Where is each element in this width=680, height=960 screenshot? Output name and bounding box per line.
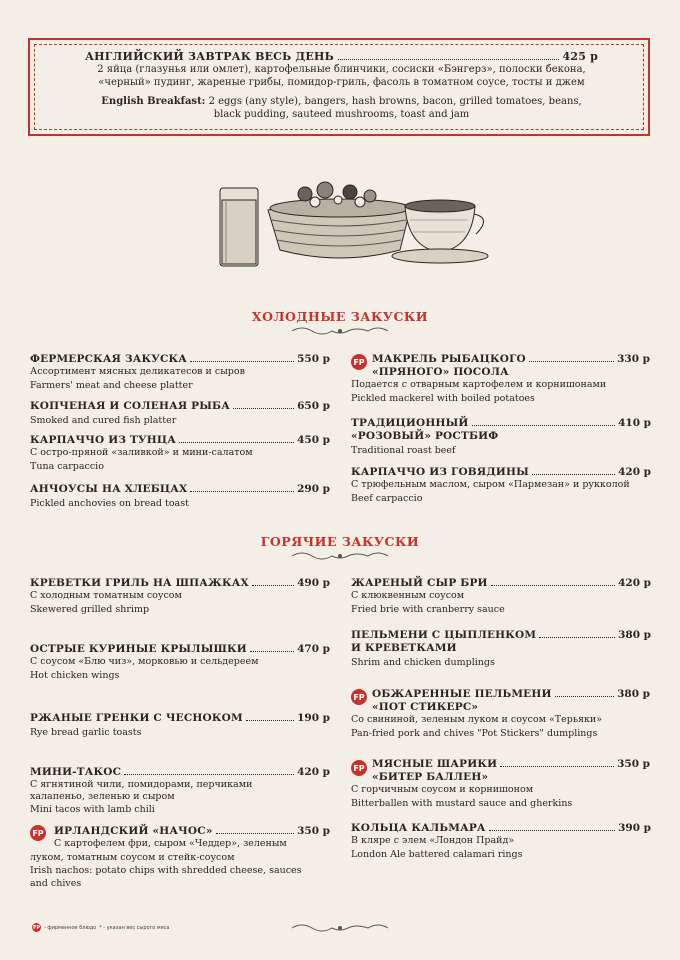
item-desc-ru: С холодным томатным соусом xyxy=(30,590,182,601)
signature-dish-icon: FP xyxy=(30,825,46,841)
menu-item xyxy=(351,417,651,457)
breakfast-en-label: English Breakfast: xyxy=(101,96,206,107)
dot-leader xyxy=(529,353,614,362)
item-desc-en: Hot chicken wings xyxy=(30,670,120,681)
menu-item xyxy=(351,577,651,616)
item-desc-en: London Ale battered calamari rings xyxy=(351,849,523,860)
menu-item xyxy=(30,766,330,816)
breakfast-en-line2: black pudding, sauteed mushrooms, toast and jam xyxy=(213,109,470,120)
item-name: МИНИ-ТАКОС xyxy=(30,766,122,778)
signature-dish-icon: FP xyxy=(351,689,367,705)
menu-item-desc xyxy=(351,714,651,740)
item-desc-ru: В кляре с элем «Лондон Прайд» xyxy=(351,835,515,846)
breakfast-price: 425 р xyxy=(562,50,598,63)
item-price: 420 р xyxy=(297,766,330,778)
item-name-line2: И КРЕВЕТКАМИ xyxy=(351,642,457,654)
menu-item xyxy=(30,353,330,392)
item-price: 380 р xyxy=(617,688,650,700)
item-desc-ru: С клюквенным соусом xyxy=(351,590,465,601)
ornament-divider xyxy=(290,922,390,934)
breakfast-ru-line1: 2 яйца (глазунья или омлет), картофельные блинчики, сосиски «Бэнгерз», полоски бекона, xyxy=(97,64,586,75)
item-desc-en: Skewered grilled shrimp xyxy=(30,604,150,615)
dot-leader xyxy=(190,353,294,362)
item-name: ФЕРМЕРСКАЯ ЗАКУСКА xyxy=(30,353,188,365)
menu-item xyxy=(30,643,330,682)
item-price: 290 р xyxy=(297,483,330,495)
item-desc-en: Smoked and cured fish platter xyxy=(30,415,177,426)
item-name: ЖАРЕНЫЙ СЫР БРИ xyxy=(351,577,488,589)
dot-leader xyxy=(179,434,294,443)
item-price: 390 р xyxy=(618,822,651,834)
dot-leader xyxy=(250,643,294,652)
dot-leader xyxy=(491,577,615,586)
item-desc-en: Pickled anchovies on bread toast xyxy=(30,498,189,509)
item-desc-en: Tuna carpaccio xyxy=(30,461,104,472)
cold-section-title: ХОЛОДНЫЕ ЗАКУСКИ xyxy=(251,309,429,324)
item-price: 550 р xyxy=(297,353,330,365)
legend-signature: - фирменное блюдо xyxy=(44,924,97,931)
item-desc-en: Mini tacos with lamb chili xyxy=(30,804,155,815)
item-price: 190 р xyxy=(297,712,330,724)
menu-item xyxy=(30,483,330,510)
item-desc-ru: С соусом «Блю чиз», морковью и сельдереем xyxy=(30,656,259,667)
item-desc-ru: С ягнятиной чили, помидорами, перчиками xyxy=(30,779,253,790)
item-desc-en: Bitterballen with mustard sauce and gherkins xyxy=(351,798,573,809)
item-desc-ru: С трюфельным маслом, сыром «Пармезан» и рукколой xyxy=(351,479,630,490)
item-desc-ru: С картофелем фри, сыром «Чеддер», зеленым xyxy=(54,838,287,849)
dot-leader xyxy=(124,766,294,775)
dot-leader xyxy=(252,577,294,586)
breakfast-title-row xyxy=(85,50,598,63)
breakfast-title: АНГЛИЙСКИЙ ЗАВТРАК ВЕСЬ ДЕНЬ xyxy=(85,50,334,63)
legend xyxy=(32,923,170,932)
item-price: 450 р xyxy=(297,434,330,446)
dot-leader xyxy=(246,712,294,721)
item-name: КОПЧЕНАЯ И СОЛЕНАЯ РЫБА xyxy=(30,400,230,412)
item-desc-en: Irish nachos: potato chips with shredded cheese, sauces xyxy=(30,865,302,876)
menu-item xyxy=(372,353,650,379)
breakfast-ru-line2: «черный» пудинг, жареные грибы, помидор-гриль, фасоль в томатном соусе, тосты и джем xyxy=(98,77,585,88)
item-name: ИРЛАНДСКИЙ «НАЧОС» xyxy=(54,825,213,837)
item-desc-en: Pickled mackerel with boiled potatoes xyxy=(351,393,535,404)
dot-leader xyxy=(472,417,616,426)
item-desc-en: Fried brie with cranberry sauce xyxy=(351,604,505,615)
item-name: ПЕЛЬМЕНИ С ЦЫПЛЕНКОМ xyxy=(351,629,537,641)
item-name: КРЕВЕТКИ ГРИЛЬ НА ШПАЖКАХ xyxy=(30,577,249,589)
item-price: 470 р xyxy=(297,643,330,655)
signature-dish-icon: FP xyxy=(351,760,367,776)
item-name-line2: «ПОТ СТИКЕРС» xyxy=(372,701,479,713)
item-name: КОЛЬЦА КАЛЬМАРА xyxy=(351,822,486,834)
item-name: МАКРЕЛЬ РЫБАЦКОГО xyxy=(372,353,526,365)
item-desc-en: Traditional roast beef xyxy=(351,445,456,456)
menu-item xyxy=(30,577,330,616)
dot-leader xyxy=(489,822,615,831)
item-name-line2: «БИТЕР БАЛЛЕН» xyxy=(372,771,489,783)
menu-item-desc xyxy=(351,379,651,405)
item-desc-en: Pan-fried pork and chives "Pot Stickers" dumplings xyxy=(351,728,598,739)
menu-item xyxy=(30,712,330,739)
menu-item xyxy=(351,466,651,505)
item-price: 380 р xyxy=(618,629,651,641)
item-desc-ru-line2: луком, томатным соусом и стейк-соусом xyxy=(30,852,235,863)
breakfast-illustration xyxy=(210,170,490,270)
dot-leader xyxy=(532,466,615,475)
item-price: 420 р xyxy=(618,466,651,478)
item-desc-en: Rye bread garlic toasts xyxy=(30,727,142,738)
hot-section-title: ГОРЯЧИЕ ЗАКУСКИ xyxy=(260,534,420,549)
menu-item-desc xyxy=(30,852,330,890)
item-name-line2: «ПРЯНОГО» ПОСОЛА xyxy=(372,366,509,378)
menu-item xyxy=(30,434,330,473)
menu-item-desc xyxy=(351,784,651,810)
item-desc-ru: Подается с отварным картофелем и корнишонами xyxy=(351,379,607,390)
menu-item xyxy=(372,758,650,784)
ornament-divider xyxy=(290,550,390,562)
item-price: 410 р xyxy=(618,417,651,429)
item-desc-ru: С остро-пряной «заливкой» и мини-салатом xyxy=(30,447,253,458)
breakfast-en-line1: 2 eggs (any style), bangers, hash browns, bacon, grilled tomatoes, beans, xyxy=(208,96,582,107)
item-price: 350 р xyxy=(617,758,650,770)
item-desc-en: Beef carpaccio xyxy=(351,493,423,504)
signature-dish-icon: FP xyxy=(32,924,41,931)
item-price: 490 р xyxy=(297,577,330,589)
dot-leader xyxy=(539,629,615,638)
item-name: РЖАНЫЕ ГРЕНКИ С ЧЕСНОКОМ xyxy=(30,712,243,724)
item-price: 330 р xyxy=(617,353,650,365)
item-name: ОБЖАРЕННЫЕ ПЕЛЬМЕНИ xyxy=(372,688,552,700)
breakfast-box xyxy=(28,38,650,136)
signature-dish-icon: FP xyxy=(351,354,367,370)
item-name: ОСТРЫЕ КУРИНЫЕ КРЫЛЫШКИ xyxy=(30,643,247,655)
dot-leader xyxy=(190,483,294,492)
menu-item xyxy=(54,825,330,850)
menu-item xyxy=(351,629,651,669)
dot-leader xyxy=(500,758,614,767)
dot-leader xyxy=(233,400,294,409)
item-desc-en-line2: and chives xyxy=(30,878,82,889)
item-name: МЯСНЫЕ ШАРИКИ xyxy=(372,758,498,770)
legend-raw-weight: * - указан вес сырого мяса xyxy=(99,924,170,931)
dot-leader xyxy=(216,825,294,834)
breakfast-en xyxy=(85,95,598,121)
item-price: 420 р xyxy=(618,577,651,589)
item-price: 350 р xyxy=(297,825,330,837)
ornament-divider xyxy=(290,325,390,337)
item-price: 650 р xyxy=(297,400,330,412)
item-desc-en: Farmers' meat and cheese platter xyxy=(30,380,193,391)
item-desc-ru: С горчичным соусом и корнишоном xyxy=(351,784,534,795)
item-name: КАРПАЧЧО ИЗ ГОВЯДИНЫ xyxy=(351,466,529,478)
dot-leader xyxy=(338,51,559,60)
item-desc-en: Shrim and chicken dumplings xyxy=(351,657,495,668)
item-desc-ru-line2: халапеньо, зеленью и сыром xyxy=(30,791,175,802)
menu-item xyxy=(372,688,650,714)
dot-leader xyxy=(555,688,614,697)
item-name: АНЧОУСЫ НА ХЛЕБЦАХ xyxy=(30,483,188,495)
item-name-line2: «РОЗОВЫЙ» РОСТБИФ xyxy=(351,430,499,442)
menu-item xyxy=(351,822,651,861)
item-desc-ru: Со свининой, зеленым луком и соусом «Терьяки» xyxy=(351,714,603,725)
item-name: ТРАДИЦИОННЫЙ xyxy=(351,417,469,429)
item-name: КАРПАЧЧО ИЗ ТУНЦА xyxy=(30,434,176,446)
item-desc-ru: Ассортимент мясных деликатесов и сыров xyxy=(30,366,245,377)
menu-item xyxy=(30,400,330,427)
